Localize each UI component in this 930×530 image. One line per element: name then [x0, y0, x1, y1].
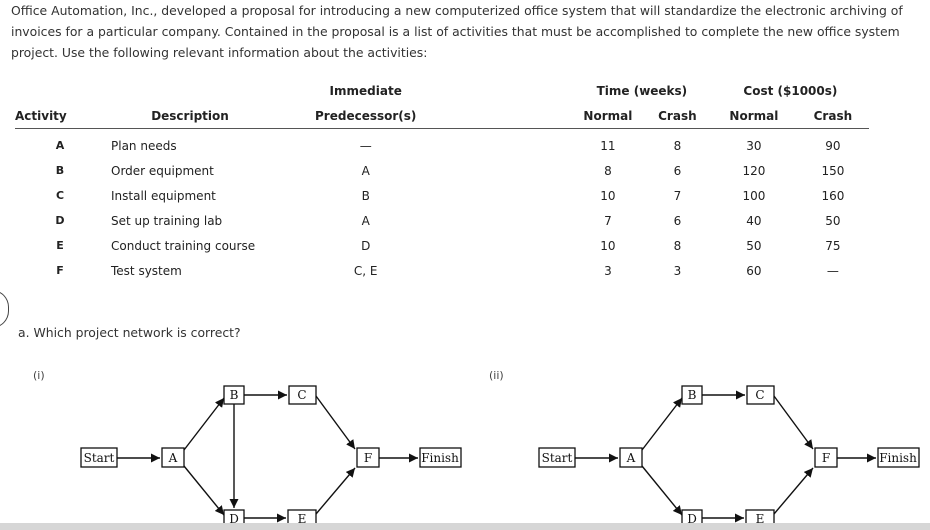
- cost-crash: 160: [821, 188, 845, 203]
- table-row: [15, 258, 869, 283]
- activity-id: F: [56, 264, 64, 277]
- node-a: [162, 448, 184, 467]
- time-normal: 10: [600, 188, 616, 203]
- cost-crash: 90: [825, 138, 841, 153]
- edge-e-f: [774, 468, 813, 514]
- col-header-time: Time (weeks): [596, 83, 688, 98]
- node-f-label: F: [821, 451, 831, 465]
- activity-id: D: [55, 214, 65, 227]
- col-header-predecessors: Predecessor(s): [315, 103, 416, 129]
- time-normal: 10: [600, 238, 616, 253]
- activity-description: Order equipment: [111, 163, 214, 178]
- partial-bracket-decoration: [0, 290, 9, 328]
- col-header-activity: Activity: [15, 103, 105, 129]
- node-finish: [420, 448, 461, 467]
- node-b-label: B: [229, 388, 239, 402]
- node-start-label: Start: [83, 451, 115, 465]
- node-c: [747, 386, 774, 404]
- node-c: [289, 386, 316, 404]
- edge-c-f: [774, 396, 813, 449]
- time-crash: 3: [673, 263, 682, 278]
- col-header-time-normal: Normal: [572, 103, 643, 129]
- col-header-description: Description: [105, 103, 275, 129]
- node-start: [81, 448, 117, 467]
- activity-id: B: [55, 164, 65, 177]
- node-b: [682, 386, 702, 404]
- node-a-label: A: [626, 451, 636, 465]
- node-start-label: Start: [541, 451, 573, 465]
- cost-crash: 75: [825, 238, 841, 253]
- col-header-cost-crash: Crash: [796, 103, 869, 129]
- activity-id: E: [56, 239, 64, 252]
- table-row: [15, 158, 869, 183]
- node-a-label: A: [168, 451, 178, 465]
- time-normal: 7: [604, 213, 612, 228]
- node-e-label: E: [297, 512, 307, 523]
- option-ii-label: (ii): [489, 369, 504, 382]
- activity-description: Plan needs: [111, 138, 177, 153]
- node-d: [224, 510, 244, 523]
- node-d-label: D: [229, 512, 239, 523]
- edge-a-b: [642, 398, 682, 450]
- bottom-scroll-bar[interactable]: [0, 523, 930, 530]
- node-a: [620, 448, 642, 467]
- time-normal: 11: [600, 138, 616, 153]
- problem-intro: Office Automation, Inc., developed a proposal for introducing a new computerized office system that will standardize the electronic archiving of invoices for a particular company. Contained in the proposal is a list of activities that must be accomplished to complete the new office system project. Use the following relevant information about the activities:: [11, 3, 903, 60]
- node-f-label: F: [363, 451, 373, 465]
- node-f: [815, 448, 837, 467]
- node-e: [288, 510, 316, 523]
- node-d-label: D: [687, 512, 697, 523]
- activity-id: A: [55, 139, 65, 152]
- cost-crash: —: [826, 263, 839, 278]
- edge-a-b: [184, 398, 224, 450]
- time-crash: 6: [673, 163, 682, 178]
- activity-predecessors: B: [361, 188, 370, 203]
- network-i: [81, 386, 461, 523]
- table-row: [15, 129, 869, 159]
- time-normal: 8: [604, 163, 612, 178]
- activity-id: C: [55, 189, 65, 202]
- col-header-cost: Cost ($1000s): [743, 83, 838, 98]
- question-text: a. Which project network is correct?: [18, 325, 241, 340]
- activity-predecessors: A: [361, 163, 370, 178]
- activity-predecessors: C, E: [353, 263, 378, 278]
- time-normal: 3: [604, 263, 612, 278]
- cost-crash: 150: [821, 163, 845, 178]
- node-e: [746, 510, 774, 523]
- activity-description: Conduct training course: [111, 238, 256, 253]
- node-b: [224, 386, 244, 404]
- cost-normal: 120: [742, 163, 766, 178]
- col-header-time-crash: Crash: [643, 103, 711, 129]
- node-finish: [878, 448, 919, 467]
- node-c-label: C: [755, 388, 765, 402]
- cost-normal: 60: [746, 263, 762, 278]
- node-c-label: C: [297, 388, 307, 402]
- cost-normal: 40: [746, 213, 762, 228]
- node-b-label: B: [687, 388, 697, 402]
- time-crash: 8: [673, 238, 682, 253]
- activity-predecessors: A: [361, 213, 370, 228]
- time-crash: 8: [673, 138, 682, 153]
- time-crash: 6: [673, 213, 682, 228]
- node-finish-label: Finish: [879, 451, 917, 465]
- activity-predecessors: —: [359, 138, 372, 153]
- node-d: [682, 510, 702, 523]
- edge-c-f: [316, 396, 355, 449]
- table-row: [15, 208, 869, 233]
- time-crash: 7: [673, 188, 682, 203]
- network-ii: [539, 386, 919, 523]
- activity-description: Install equipment: [111, 188, 216, 203]
- col-header-cost-normal: Normal: [711, 103, 796, 129]
- edge-a-d: [184, 466, 224, 515]
- col-header-immediate: Immediate: [329, 83, 402, 98]
- activity-predecessors: D: [361, 238, 371, 253]
- node-start: [539, 448, 575, 467]
- cost-crash: 50: [825, 213, 841, 228]
- activity-description: Set up training lab: [111, 213, 223, 228]
- activity-table: [15, 78, 869, 283]
- cost-normal: 100: [742, 188, 766, 203]
- node-f: [357, 448, 379, 467]
- option-i-label: (i): [33, 369, 45, 382]
- edge-e-f: [316, 468, 355, 514]
- cost-normal: 50: [746, 238, 762, 253]
- table-row: [15, 183, 869, 208]
- cost-normal: 30: [746, 138, 762, 153]
- edge-a-d: [642, 466, 682, 515]
- activity-description: Test system: [111, 263, 182, 278]
- node-finish-label: Finish: [421, 451, 459, 465]
- node-e-label: E: [755, 512, 765, 523]
- project-network-diagrams: [0, 380, 930, 523]
- table-row: [15, 233, 869, 258]
